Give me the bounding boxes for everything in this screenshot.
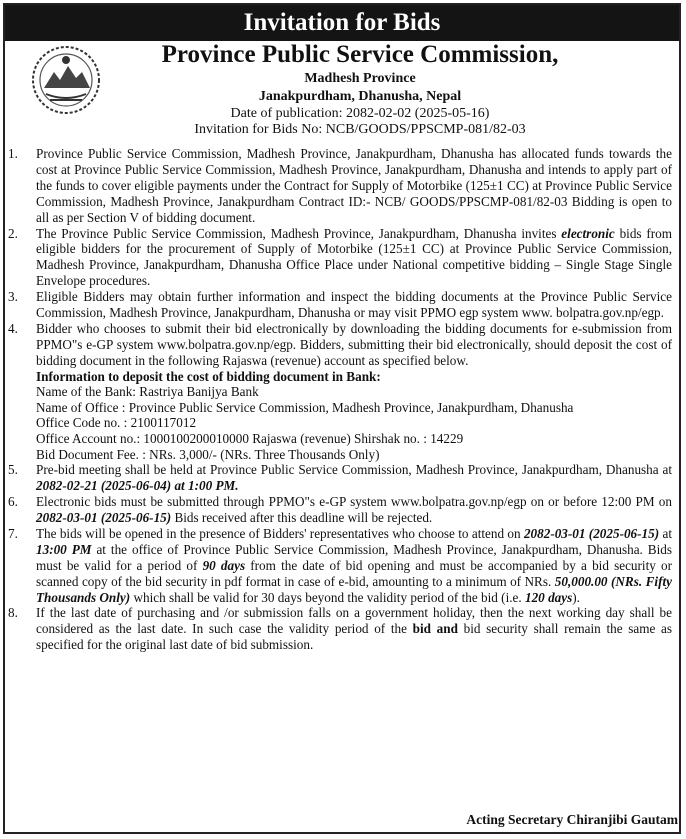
list-item: 3. Eligible Bidders may obtain further information and inspect the bidding documents at the Province Public Service Commission, Madhesh Province, Janakpurdham, Dhanusha or may visit PPMO egp system www. bolpatra.gov.np/egp.	[8, 289, 672, 321]
list-item: 8. If the last date of purchasing and /or submission falls on a government holiday, then the next working day shall be considered as the last date. In such case the validity period of the bid and bid security shall remain the same as specified for the original last date of bid submission.	[8, 605, 672, 653]
location: Janakpurdham, Dhanusha, Nepal	[258, 89, 462, 104]
bank-details	[36, 369, 672, 463]
notice-body	[8, 146, 672, 653]
account-number: Office Account no.: 1000100200010000 Rajaswa (revenue) Shirshak no. : 14229	[36, 431, 464, 447]
publication-date: Date of publication: 2082-02-02 (2025-05-16)	[230, 106, 490, 121]
bank-name: Name of the Bank: Rastriya Banijya Bank	[36, 384, 259, 400]
ifb-number: Invitation for Bids No: NCB/GOODS/PPSCMP-081/82-03	[194, 122, 526, 137]
list-item: 5. Pre-bid meeting shall be held at Province Public Service Commission, Madhesh Province, Janakpurdham, Dhanusha at 2082-02-21 (2025-06-04) at 1:00 PM.	[8, 462, 672, 494]
office-code: Office Code no. : 2100117012	[36, 415, 197, 431]
office-name: Name of Office : Province Public Service Commission, Madhesh Province, Janakpurdham, Dhanusha	[36, 399, 574, 415]
organization-name: Province Public Service Commission,	[161, 41, 559, 68]
government-emblem-icon	[30, 44, 102, 116]
list-item: 4. Bidder who chooses to submit their bid electronically by downloading the bidding documents for e-submission from PPMO"s e-GP system www.bolpatra.gov.np/egp. Bidders, submitting their bid electronically, should deposit the cost of bidding document in the following Rajaswa (revenue) account as specified below.	[8, 320, 672, 368]
bank-heading: Information to deposit the cost of bidding document in Bank:	[36, 368, 381, 384]
bid-document-fee: Bid Document Fee. : NRs. 3,000/- (NRs. Three Thousands Only)	[36, 446, 380, 462]
list-item: 7. The bids will be opened in the presence of Bidders' representatives who choose to attend on 2082-03-01 (2025-06-15) at 13:00 PM at the office of Province Public Service Commission, Madhesh Province, Janakpurdham, Dhanusha. Bids must be valid for a period of 90 days from the date of bid opening and must be accompanied by a bid security or scanned copy of the bid security in pdf format in case of e-bid, amounting to a minimum of NRs. 50,000.00 (NRs. Fifty Thousands Only) which shall be valid for 30 days beyond the validity period of the bid (i.e. 120 days).	[8, 525, 672, 605]
signature: Acting Secretary Chiranjibi Gautam	[466, 812, 678, 827]
header-block	[120, 40, 600, 138]
list-item: 6. Electronic bids must be submitted through PPMO"s e-GP system www.bolpatra.gov.np/egp on or before 12:00 PM on 2082-03-01 (2025-06-15) Bids received after this deadline will be rejected.	[8, 494, 672, 525]
page-title: Invitation for Bids	[5, 5, 679, 41]
list-item: 1. Province Public Service Commission, Madhesh Province, Janakpurdham, Dhanusha has allocated funds towards the cost at Province Public Service Commission, Madhesh Province, Janakpurdham, Dhanusha and intends to apply part of the funds to cover eligible payments under the Contract for Supply of Motorbike (125±1 CC) at Province Public Service Commission, Madhesh Province, Janakpurdham Contract ID:- NCB/ GOODS/PPSCMP-081/82-03 Bidding is open to all as per Section V of bidding document.	[8, 146, 672, 225]
list-item: 2. The Province Public Service Commission, Madhesh Province, Janakpurdham, Dhanusha invites electronic bids from eligible bidders for the procurement of Supply of Motorbike (125±1 CC) at Province Public Service Commission, Madhesh Province, Janakpurdham, Dhanusha Office Place under National competitive bidding – Single Stage Single Envelope procedures.	[8, 225, 672, 289]
province-name: Madhesh Province	[304, 71, 416, 86]
